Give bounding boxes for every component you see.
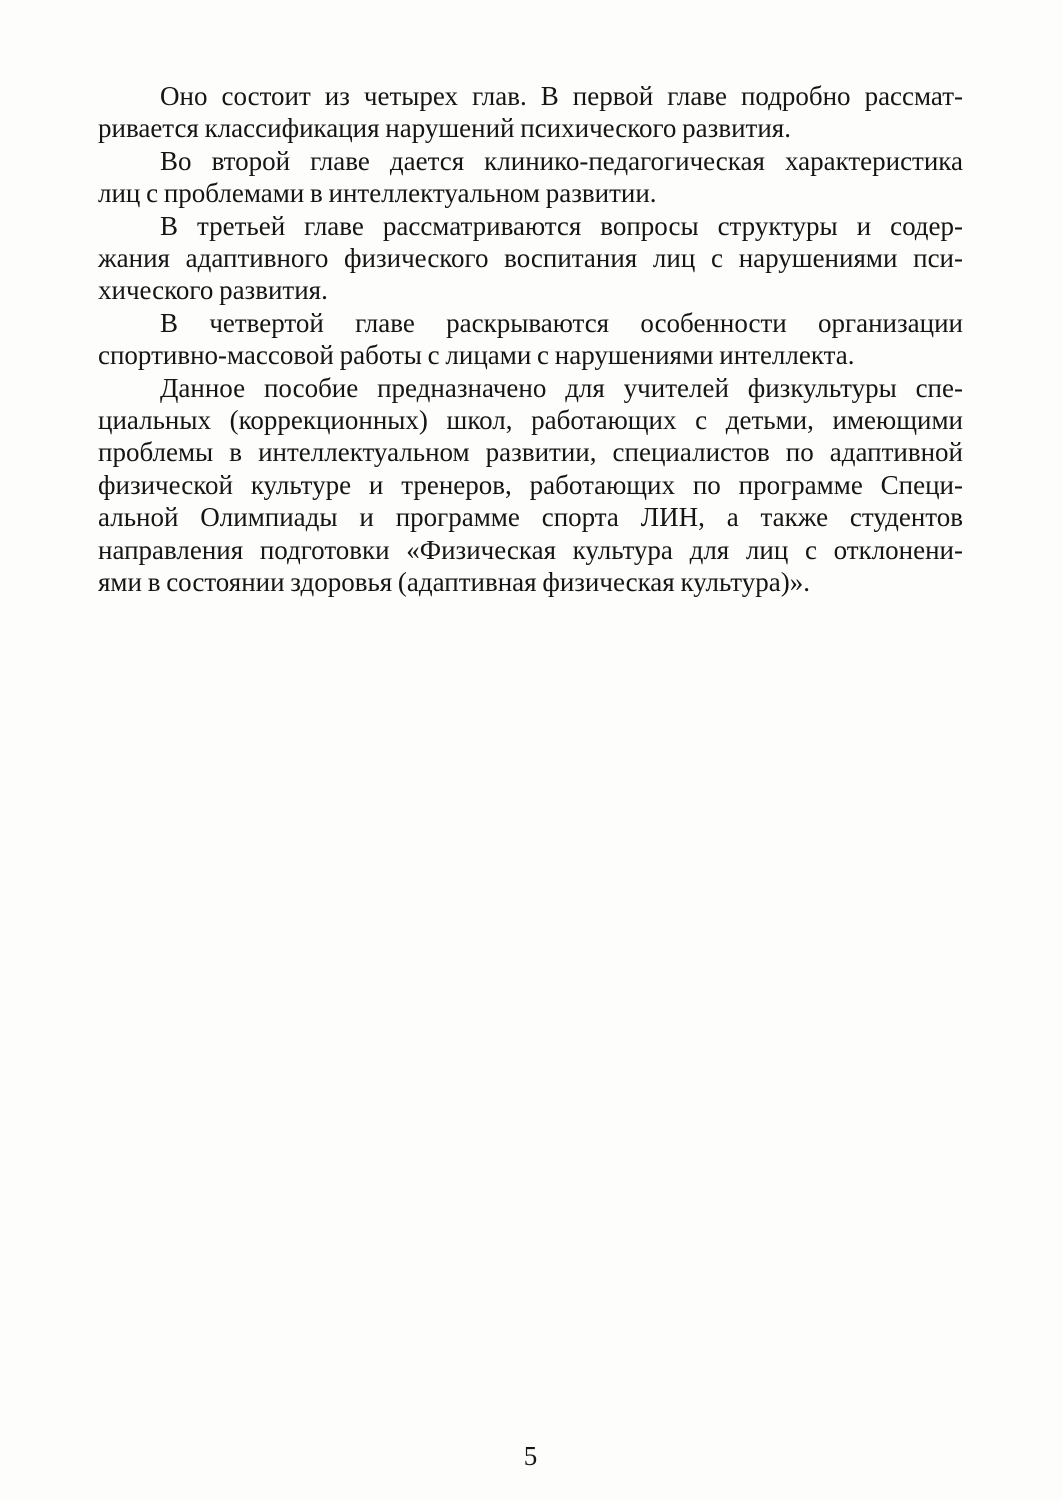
page-number: 5 (523, 1441, 538, 1471)
paragraph (98, 80, 963, 145)
text-line: альной Олимпиады и программе спорта ЛИН, а также студентов (98, 502, 963, 533)
text-line: жания адаптивного физического воспитания лиц с нарушениями пси- (98, 243, 963, 274)
text-line: циальных (коррекционных) школ, работающих с детьми, имеющими (98, 405, 963, 436)
text-line: спортивно-массовой работы с лицами с нарушениями интеллекта. (98, 340, 855, 371)
paragraph (98, 372, 963, 599)
page-text (98, 80, 963, 599)
text-line: ями в состоянии здоровья (адаптивная физическая культура)». (98, 567, 810, 598)
text-line: лиц с проблемами в интеллектуальном развитии. (98, 178, 657, 209)
text-line: направления подготовки «Физическая культура для лиц с отклонени- (98, 534, 963, 565)
paragraph (98, 210, 963, 307)
text-line: Оно состоит из четырех глав. В первой главе подробно рассмат- (160, 81, 963, 111)
paragraph (98, 307, 963, 372)
text-line: физической культуре и тренеров, работающих по программе Специ- (98, 469, 963, 500)
text-line: Данное пособие предназначено для учителей физкультуры спе- (160, 372, 963, 403)
text-line: хического развития. (98, 275, 328, 306)
text-line: В четвертой главе раскрываются особенности организации (160, 307, 963, 338)
text-line: В третьей главе рассматриваются вопросы структуры и содер- (160, 210, 963, 241)
paragraph (98, 145, 963, 210)
text-line: проблемы в интеллектуальном развитии, специалистов по адаптивной (98, 437, 963, 468)
text-line: ривается классификация нарушений психического развития. (98, 113, 791, 144)
text-line: Во второй главе дается клинико-педагогическая характеристика (160, 145, 963, 176)
